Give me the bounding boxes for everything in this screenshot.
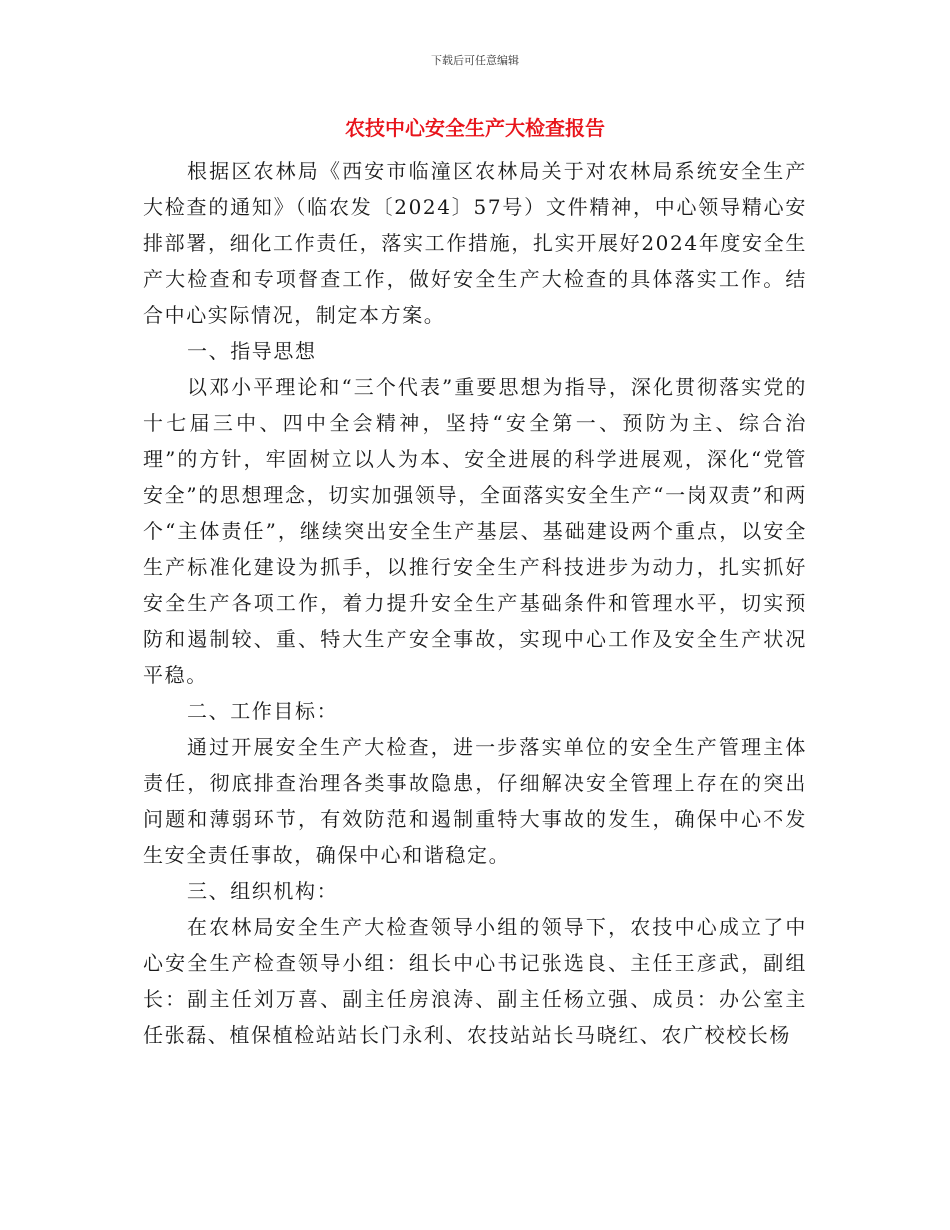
section-heading-work-goals: 二、工作目标： xyxy=(187,699,339,723)
paragraph-intro: 根据区农林局《西安市临潼区农林局关于对农林局系统安全生产大检查的通知》（临农发〔2024〕57号）文件精神，中心领导精心安排部署，细化工作责任，落实工作措施，扎实开展好2024年度安全生产大检查和专项督查工作，做好安全生产大检查的具体落实工作。结合中心实际情况，制定本方案。 xyxy=(143,159,807,327)
document-body xyxy=(143,153,807,1053)
section-heading-organization: 三、组织机构： xyxy=(187,879,339,903)
page-header-note: 下载后可任意编辑 xyxy=(431,54,519,67)
document-title: 农技中心安全生产大检查报告 xyxy=(345,116,605,140)
paragraph-organization: 在农林局安全生产大检查领导小组的领导下，农技中心成立了中心安全生产检查领导小组：组长中心书记张选良、主任王彦武，副组长：副主任刘万喜、副主任房浪涛、副主任杨立强、成员：办公室主任张磊、植保植检站站长门永利、农技站站长马晓红、农广校校长杨 xyxy=(143,915,807,1047)
paragraph-guiding-ideology: 以邓小平理论和“三个代表”重要思想为指导，深化贯彻落实党的十七届三中、四中全会精神，坚持“安全第一、预防为主、综合治理”的方针，牢固树立以人为本、安全进展的科学进展观，深化“党管安全”的思想理念，切实加强领导，全面落实安全生产“一岗双责”和两个“主体责任”，继续突出安全生产基层、基础建设两个重点，以安全生产标准化建设为抓手，以推行安全生产科技进步为动力，扎实抓好安全生产各项工作，着力提升安全生产基础条件和管理水平，切实预防和遏制较、重、特大生产安全事故，实现中心工作及安全生产状况平稳。 xyxy=(143,375,807,687)
paragraph-work-goals: 通过开展安全生产大检查，进一步落实单位的安全生产管理主体责任，彻底排查治理各类事故隐患，仔细解决安全管理上存在的突出问题和薄弱环节，有效防范和遏制重特大事故的发生，确保中心不发生安全责任事故，确保中心和谐稳定。 xyxy=(143,735,807,867)
section-heading-guiding-ideology: 一、指导思想 xyxy=(187,339,317,363)
